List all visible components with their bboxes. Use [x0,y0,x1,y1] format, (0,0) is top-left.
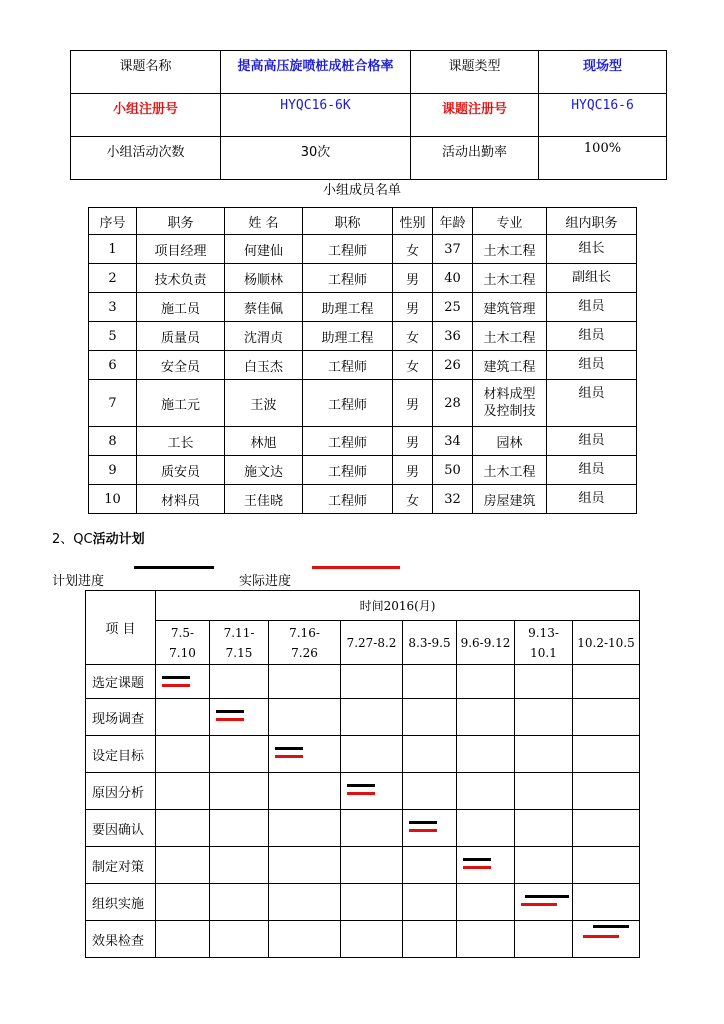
schedule-cell [210,699,269,736]
member-cell: 女 [393,235,433,264]
member-cell: 女 [393,322,433,351]
plan-heading-bold: 活动计划 [92,532,145,547]
member-cell: 34 [433,427,473,456]
schedule-cell [210,884,269,921]
schedule-cell [403,736,457,773]
member-cell: 工程师 [303,456,393,485]
member-cell: 工程师 [303,235,393,264]
member-cell: 质量员 [137,322,225,351]
member-cell: 组员 [547,322,637,351]
schedule-cell [403,773,457,810]
member-cell: 建筑管理 [473,293,547,322]
type-label: 课题类型 [411,51,539,94]
member-cell: 10 [89,485,137,514]
member-cell: 男 [393,427,433,456]
member-cell: 林旭 [225,427,303,456]
schedule-cell [515,810,573,847]
member-cell: 组员 [547,351,637,380]
group-reg-value: HYQC16-6K [221,94,411,137]
member-cell: 1 [89,235,137,264]
schedule-cell [341,884,403,921]
member-cell: 房屋建筑 [473,485,547,514]
members-col-header: 序号 [89,208,137,235]
member-cell: 杨顺林 [225,264,303,293]
schedule-cell [515,921,573,958]
schedule-cell [210,736,269,773]
member-cell: 质安员 [137,456,225,485]
schedule-cell [457,773,515,810]
plan-bar [347,784,375,787]
schedule-cell [210,810,269,847]
task-label: 选定课题 [86,665,156,699]
member-cell: 施工元 [137,380,225,427]
schedule-cell [573,699,640,736]
member-cell: 工程师 [303,427,393,456]
schedule-cell [156,736,210,773]
member-cell: 助理工程 [303,293,393,322]
member-cell: 土木工程 [473,264,547,293]
member-cell: 男 [393,293,433,322]
table-row [86,665,640,699]
legend-plan-label: 计划进度 [52,574,105,589]
schedule-cell [573,884,640,921]
period-header: 7.11- 7.15 [210,621,269,665]
actual-bar [583,935,619,938]
legend-actual-line [312,566,400,569]
schedule-cell [210,921,269,958]
topic-label: 课题名称 [71,51,221,94]
schedule-cell [156,665,210,699]
schedule-cell [156,921,210,958]
member-cell: 项目经理 [137,235,225,264]
actual-bar [162,684,190,687]
actual-bar [463,866,491,869]
item-header: 项 目 [86,591,156,665]
member-cell: 3 [89,293,137,322]
member-cell: 9 [89,456,137,485]
schedule-cell [269,699,341,736]
actual-bar [216,718,244,721]
member-cell: 组长 [547,235,637,264]
task-label: 组织实施 [86,884,156,921]
schedule-cell [457,847,515,884]
type-value: 现场型 [539,51,667,94]
group-reg-label: 小组注册号 [71,94,221,137]
member-cell: 组员 [547,485,637,514]
member-cell: 女 [393,485,433,514]
members-col-header: 职务 [137,208,225,235]
schedule-cell [341,773,403,810]
task-label: 现场调查 [86,699,156,736]
actual-bar [347,792,375,795]
member-cell: 土木工程 [473,456,547,485]
member-cell: 沈渭贞 [225,322,303,351]
member-cell: 女 [393,351,433,380]
member-cell: 男 [393,264,433,293]
member-cell: 5 [89,322,137,351]
schedule-cell [210,773,269,810]
table-row [89,293,637,322]
task-label: 原因分析 [86,773,156,810]
table-row [89,427,637,456]
members-col-header: 职称 [303,208,393,235]
schedule-cell [156,699,210,736]
plan-bar [409,821,437,824]
schedule-cell [515,736,573,773]
member-cell: 施工员 [137,293,225,322]
member-cell: 白玉杰 [225,351,303,380]
schedule-cell [515,665,573,699]
schedule-cell [341,810,403,847]
member-cell: 6 [89,351,137,380]
plan-heading-prefix: 2、QC [52,532,93,547]
members-col-header: 年龄 [433,208,473,235]
schedule-cell [403,665,457,699]
member-cell: 土木工程 [473,322,547,351]
schedule-cell [341,736,403,773]
member-cell: 工程师 [303,485,393,514]
task-label: 要因确认 [86,810,156,847]
actual-bar [409,829,437,832]
period-header: 10.2-10.5 [573,621,640,665]
schedule-cell [573,847,640,884]
member-cell: 土木工程 [473,235,547,264]
period-header: 7.27-8.2 [341,621,403,665]
member-cell: 王波 [225,380,303,427]
period-header: 7.5- 7.10 [156,621,210,665]
schedule-cell [156,773,210,810]
table-row [86,810,640,847]
table-row [89,264,637,293]
member-cell: 园林 [473,427,547,456]
member-cell: 男 [393,380,433,427]
schedule-cell [269,884,341,921]
member-cell: 28 [433,380,473,427]
member-cell: 40 [433,264,473,293]
time-header: 时间2016(月) [156,591,640,621]
schedule-cell [573,921,640,958]
member-cell: 施文达 [225,456,303,485]
schedule-cell [457,665,515,699]
schedule-cell [269,736,341,773]
member-cell: 7 [89,380,137,427]
table-row [86,736,640,773]
member-cell: 工程师 [303,351,393,380]
topic-value: 提高高压旋喷桩成桩合格率 [221,51,411,94]
table-row [86,699,640,736]
plan-bar [525,895,569,898]
period-header: 8.3-9.5 [403,621,457,665]
member-cell: 工程师 [303,264,393,293]
schedule-cell [515,773,573,810]
members-col-header: 性别 [393,208,433,235]
plan-heading [52,528,145,547]
member-cell: 8 [89,427,137,456]
plan-bar [275,747,303,750]
schedule-cell [457,884,515,921]
schedule-cell [403,921,457,958]
schedule-cell [403,847,457,884]
schedule-cell [156,884,210,921]
member-cell: 组员 [547,380,637,427]
schedule-cell [403,699,457,736]
members-col-header: 专业 [473,208,547,235]
attendance-label: 活动出勤率 [411,137,539,180]
topic-reg-value: HYQC16-6 [539,94,667,137]
member-cell: 何建仙 [225,235,303,264]
plan-bar [463,858,491,861]
schedule-cell [573,736,640,773]
schedule-cell [457,921,515,958]
member-cell: 25 [433,293,473,322]
members-col-header: 姓 名 [225,208,303,235]
period-header-row [86,621,640,665]
schedule-cell [515,847,573,884]
schedule-cell [573,773,640,810]
schedule-cell [341,665,403,699]
member-cell: 建筑工程 [473,351,547,380]
schedule-cell [156,810,210,847]
member-cell: 组员 [547,293,637,322]
member-cell: 2 [89,264,137,293]
schedule-cell [573,665,640,699]
member-cell: 蔡佳佩 [225,293,303,322]
table-row [86,773,640,810]
schedule-cell [269,847,341,884]
plan-bar [216,710,244,713]
topic-reg-label: 课题注册号 [411,94,539,137]
member-cell: 37 [433,235,473,264]
legend-actual-label: 实际进度 [239,574,292,589]
schedule-cell [457,699,515,736]
table-row [86,847,640,884]
schedule-cell [457,736,515,773]
table-row [89,322,637,351]
activity-count-label: 小组活动次数 [71,137,221,180]
table-row [89,380,637,427]
members-table [88,207,637,514]
activity-count-value: 30次 [221,137,411,180]
member-cell: 助理工程 [303,322,393,351]
member-cell: 工长 [137,427,225,456]
schedule-cell [457,810,515,847]
table-row [89,456,637,485]
plan-bar [593,925,629,928]
member-cell: 32 [433,485,473,514]
task-label: 效果检查 [86,921,156,958]
member-cell: 材料员 [137,485,225,514]
member-cell: 技术负责 [137,264,225,293]
member-cell: 安全员 [137,351,225,380]
member-cell: 王佳晓 [225,485,303,514]
task-label: 制定对策 [86,847,156,884]
schedule-cell [341,847,403,884]
schedule-cell [341,921,403,958]
schedule-cell [269,773,341,810]
members-title: 小组成员名单 [322,183,401,198]
project-info-table [70,50,667,180]
schedule-cell [156,847,210,884]
period-header: 9.6-9.12 [457,621,515,665]
schedule-cell [515,884,573,921]
schedule-cell [210,847,269,884]
period-header: 7.16- 7.26 [269,621,341,665]
member-cell: 副组长 [547,264,637,293]
member-cell: 男 [393,456,433,485]
schedule-cell [403,884,457,921]
plan-bar [162,676,190,679]
members-header-row [89,208,637,235]
actual-bar [521,903,557,906]
period-header: 9.13- 10.1 [515,621,573,665]
task-label: 设定目标 [86,736,156,773]
member-cell: 50 [433,456,473,485]
schedule-cell [210,665,269,699]
member-cell: 组员 [547,427,637,456]
members-col-header: 组内职务 [547,208,637,235]
schedule-cell [269,921,341,958]
table-row [89,235,637,264]
schedule-cell [573,810,640,847]
member-cell: 36 [433,322,473,351]
table-row [86,884,640,921]
schedule-cell [341,699,403,736]
table-row [89,351,637,380]
member-cell: 材料成型 及控制技 [473,380,547,427]
schedule-cell [269,665,341,699]
actual-bar [275,755,303,758]
attendance-value: 100% [539,137,667,180]
member-cell: 组员 [547,456,637,485]
member-cell: 26 [433,351,473,380]
legend-plan-line [134,566,214,569]
schedule-table [85,590,640,958]
member-cell: 工程师 [303,380,393,427]
schedule-cell [403,810,457,847]
schedule-cell [515,699,573,736]
schedule-cell [269,810,341,847]
table-row [86,921,640,958]
table-row [89,485,637,514]
